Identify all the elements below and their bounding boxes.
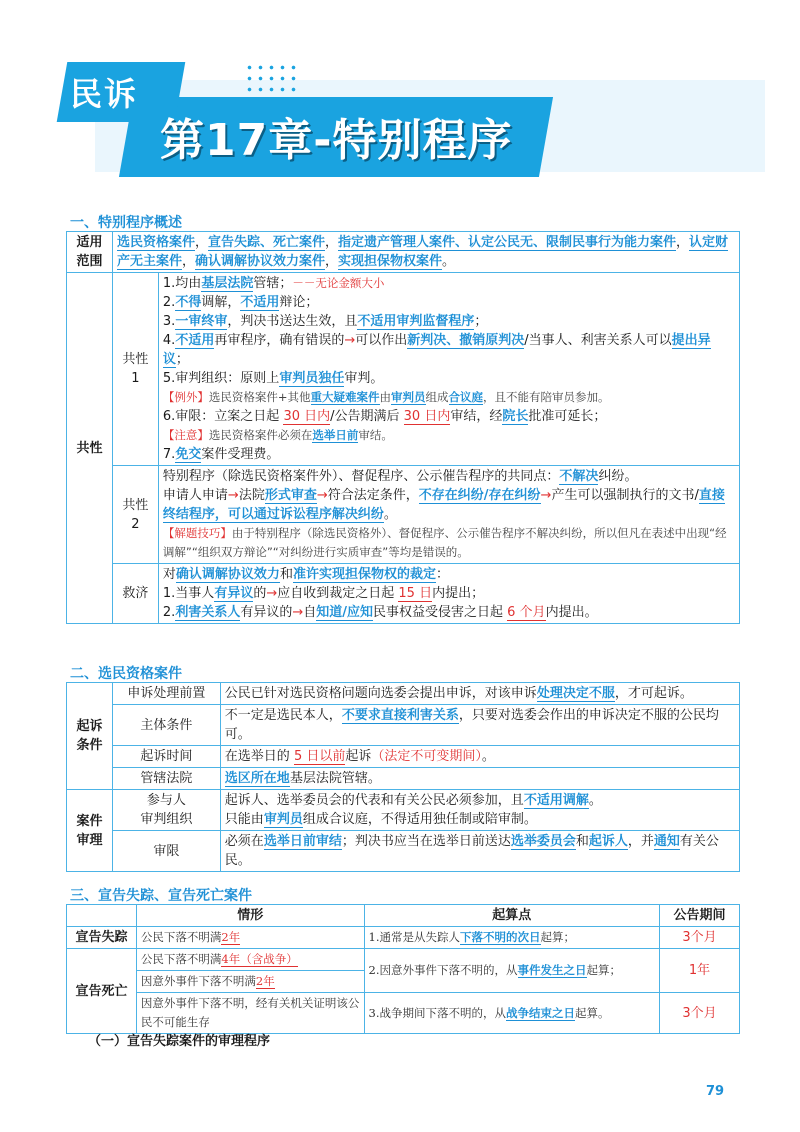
- period-cell: 3个月: [660, 993, 740, 1034]
- period-cell: 3个月: [660, 927, 740, 949]
- missing-label: 宣告失踪: [67, 927, 137, 949]
- situation-cell: 因意外事件下落不明满2年: [136, 971, 364, 993]
- overview-table: [66, 231, 740, 624]
- common-2-content: 特别程序（除选民资格案件外）、督促程序、公示催告程序的共同点：不解决纠纷。 申请人申请→法院形式审查→符合法定条件，不存在纠纷/存在纠纷→产生可以强制执行的文书/直接终结程序，可以通过诉讼程序解决纠纷。 【解题技巧】由于特别程序（除选民资格外）、督促程序、公示催告程序不解决纠纷，所以但凡在表述中出现“经调解”“组织双方辩论”“对纠纷进行实质审查”等均是错误的。: [158, 466, 739, 564]
- start-cell: 3.战争期间下落不明的，从战争结束之日起算。: [364, 993, 660, 1034]
- period-cell: 1年: [660, 949, 740, 993]
- review-label: 案件 审理: [67, 790, 113, 872]
- row-value: 起诉人、选举委员会的代表和有关公民必须参加，且不适用调解。 只能由审判员组成合议庭，不得适用独任制或陪审制。: [220, 790, 739, 831]
- row-key: 申诉处理前置: [112, 683, 220, 705]
- situation-cell: 公民下落不明满2年: [136, 927, 364, 949]
- page-number: 79: [706, 1084, 725, 1099]
- section-title-2: 二、选民资格案件: [70, 666, 182, 682]
- start-cell: 1.通常是从失踪人下落不明的次日起算；: [364, 927, 660, 949]
- row-value: 必须在选举日前审结；判决书应当在选举日前送达选举委员会和起诉人，并通知有关公民。: [220, 831, 739, 872]
- table-header-corner: [67, 905, 137, 927]
- death-label: 宣告死亡: [67, 949, 137, 1034]
- common-1-content: 1.均由基层法院管辖；－－无论金额大小 2.不得调解，不适用辩论； 3.一审终审，判决书送达生效，且不适用审判监督程序； 4.不适用再审程序，确有错误的→可以作出新判决、撤销原判决/当事人、利害关系人可以提出异议； 5.审判组织：原则上审判员独任审判。 【例外】选民资格案件+其他重大疑难案件由审判员组成合议庭，且不能有陪审员参加。 6.审限：立案之日起 30 日内/公告期满后 30 日内审结，经院长批准可延长； 【注意】选民资格案件必须在选举日前审结。 7.免交案件受理费。: [158, 273, 739, 466]
- common-1-label: 共性 1: [112, 273, 158, 466]
- voter-case-table: [66, 682, 740, 872]
- row-key: 审限: [112, 831, 220, 872]
- section-title-3: 三、宣告失踪、宣告死亡案件: [70, 888, 252, 904]
- chapter-title: 第17章-特别程序: [160, 115, 513, 166]
- common-2-label: 共性 2: [112, 466, 158, 564]
- relief-content: 对确认调解协议效力和准许实现担保物权的裁定： 1.当事人有异议的→应自收到裁定之日起 15 日内提出； 2.利害关系人有异议的→自知道/应知民事权益受侵害之日起 6 个月内提出。: [158, 564, 739, 624]
- row-value: 选区所在地基层法院管辖。: [220, 768, 739, 790]
- subject-label: 民诉: [70, 75, 139, 113]
- table-header: 情形: [136, 905, 364, 927]
- dot-pattern: [244, 62, 300, 102]
- row-value: 公民已针对选民资格问题向选委会提出申诉，对该申诉处理决定不服，才可起诉。: [220, 683, 739, 705]
- row-value: 在选举日的 5 日以前起诉（法定不可变期间）。: [220, 746, 739, 768]
- row-key: 参与人 审判组织: [112, 790, 220, 831]
- section-title-1: 一、特别程序概述: [70, 215, 182, 231]
- situation-cell: 公民下落不明满4年（含战争）: [136, 949, 364, 971]
- sub-heading: （一）宣告失踪案件的审理程序: [88, 1034, 271, 1049]
- scope-text: 选民资格案件，宣告失踪、死亡案件，指定遗产管理人案件、认定公民无、限制民事行为能力案件，认定财产无主案件，确认调解协议效力案件，实现担保物权案件。: [112, 232, 739, 273]
- relief-label: 救济: [112, 564, 158, 624]
- row-key: 主体条件: [112, 705, 220, 746]
- start-cell: 2.因意外事件下落不明的，从事件发生之日起算；: [364, 949, 660, 993]
- row-value: 不一定是选民本人，不要求直接利害关系，只要对选委会作出的申诉决定不服的公民均可。: [220, 705, 739, 746]
- common-label: 共性: [67, 273, 113, 624]
- scope-label: 适用 范围: [67, 232, 113, 273]
- sue-label: 起诉 条件: [67, 683, 113, 790]
- row-key: 起诉时间: [112, 746, 220, 768]
- missing-death-table: [66, 904, 740, 1034]
- table-header: 公告期间: [660, 905, 740, 927]
- row-key: 管辖法院: [112, 768, 220, 790]
- situation-cell: 因意外事件下落不明，经有关机关证明该公民不可能生存: [136, 993, 364, 1034]
- table-header: 起算点: [364, 905, 660, 927]
